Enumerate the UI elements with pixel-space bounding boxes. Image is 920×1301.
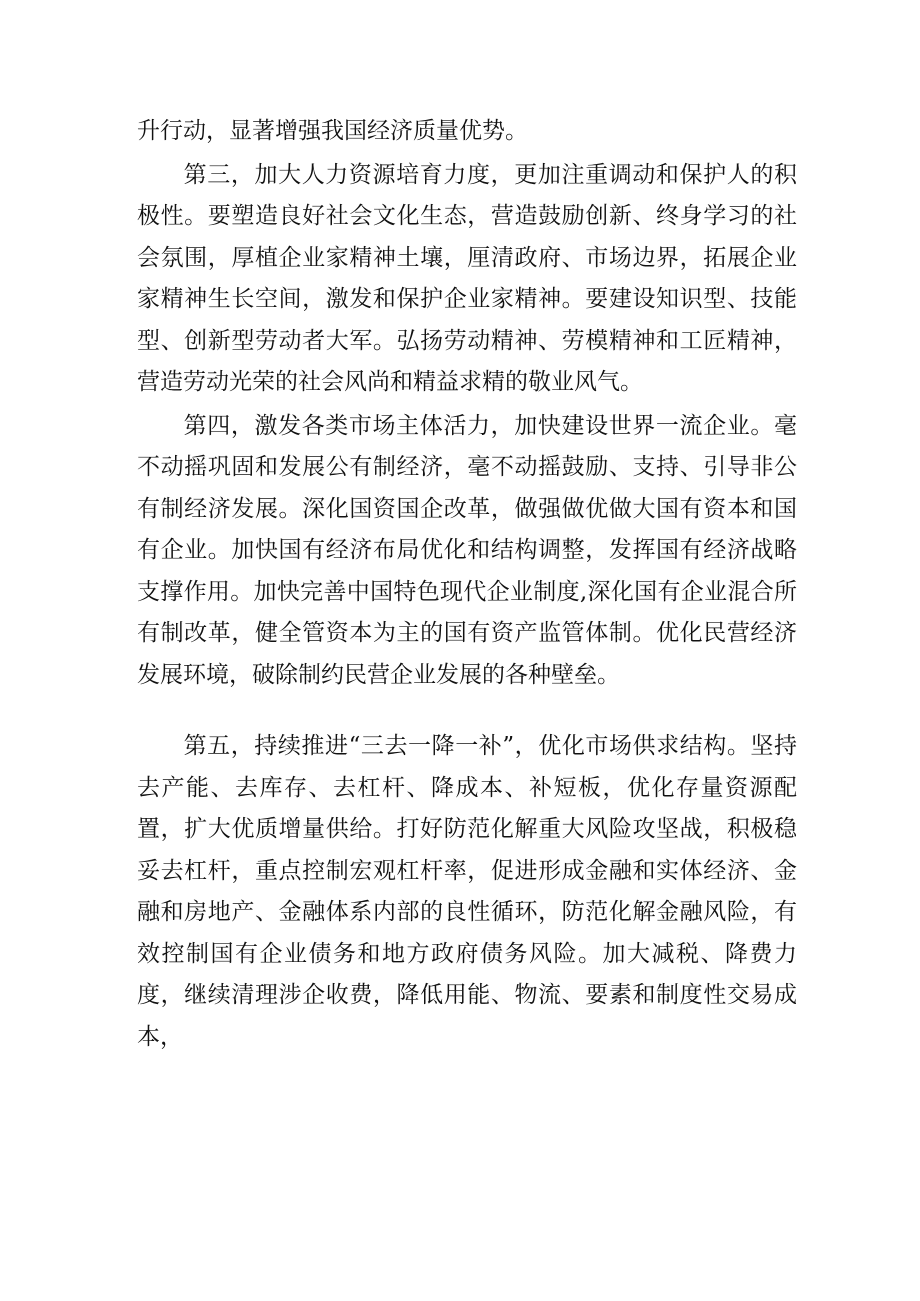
paragraph-third-point xyxy=(137,155,797,404)
paragraph-fifth-point xyxy=(137,726,797,1058)
paragraph-fourth-point xyxy=(137,406,797,697)
paragraph-text: 升行动，显著增强我国经济质量优势。 xyxy=(137,118,528,144)
paragraph-text: 第五，持续推进“三去一降一补”，优化市场供求结构。坚持去产能、去库存、去杠杆、降成本、补短板，优化存量资源配置，扩大优质增量供给。打好防范化解重大风险攻坚战，积极稳妥去杠杆，重点控制宏观杠杆率，促进形成金融和实体经济、金融和房地产、金融体系内部的良性循环，防范化解金融风险，有效控制国有企业债务和地方政府债务风险。加大减税、降费力度，继续清理涉企收费，降低用能、物流、要素和制度性交易成本， xyxy=(137,733,797,1050)
paragraph-continued xyxy=(137,111,797,153)
paragraph-text: 第四，激发各类市场主体活力，加快建设世界一流企业。毫不动摇巩固和发展公有制经济，毫不动摇鼓励、支持、引导非公有制经济发展。深化国资国企改革，做强做优做大国有资本和国有企业。加快国有经济布局优化和结构调整，发挥国有经济战略支撑作用。加快完善中国特色现代企业制度,深化国有企业混合所有制改革，健全管资本为主的国有资产监管体制。优化民营经济发展环境，破除制约民营企业发展的各种壁垒。 xyxy=(137,412,797,688)
paragraph-text: 第三，加大人力资源培育力度，更加注重调动和保护人的积极性。要塑造良好社会文化生态，营造鼓励创新、终身学习的社会氛围，厚植企业家精神土壤，厘清政府、市场边界，拓展企业家精神生长空间，激发和保护企业家精神。要建设知识型、技能型、创新型劳动者大军。弘扬劳动精神、劳模精神和工匠精神，营造劳动光荣的社会风尚和精益求精的敬业风气。 xyxy=(137,161,797,395)
document-body xyxy=(137,111,797,1058)
